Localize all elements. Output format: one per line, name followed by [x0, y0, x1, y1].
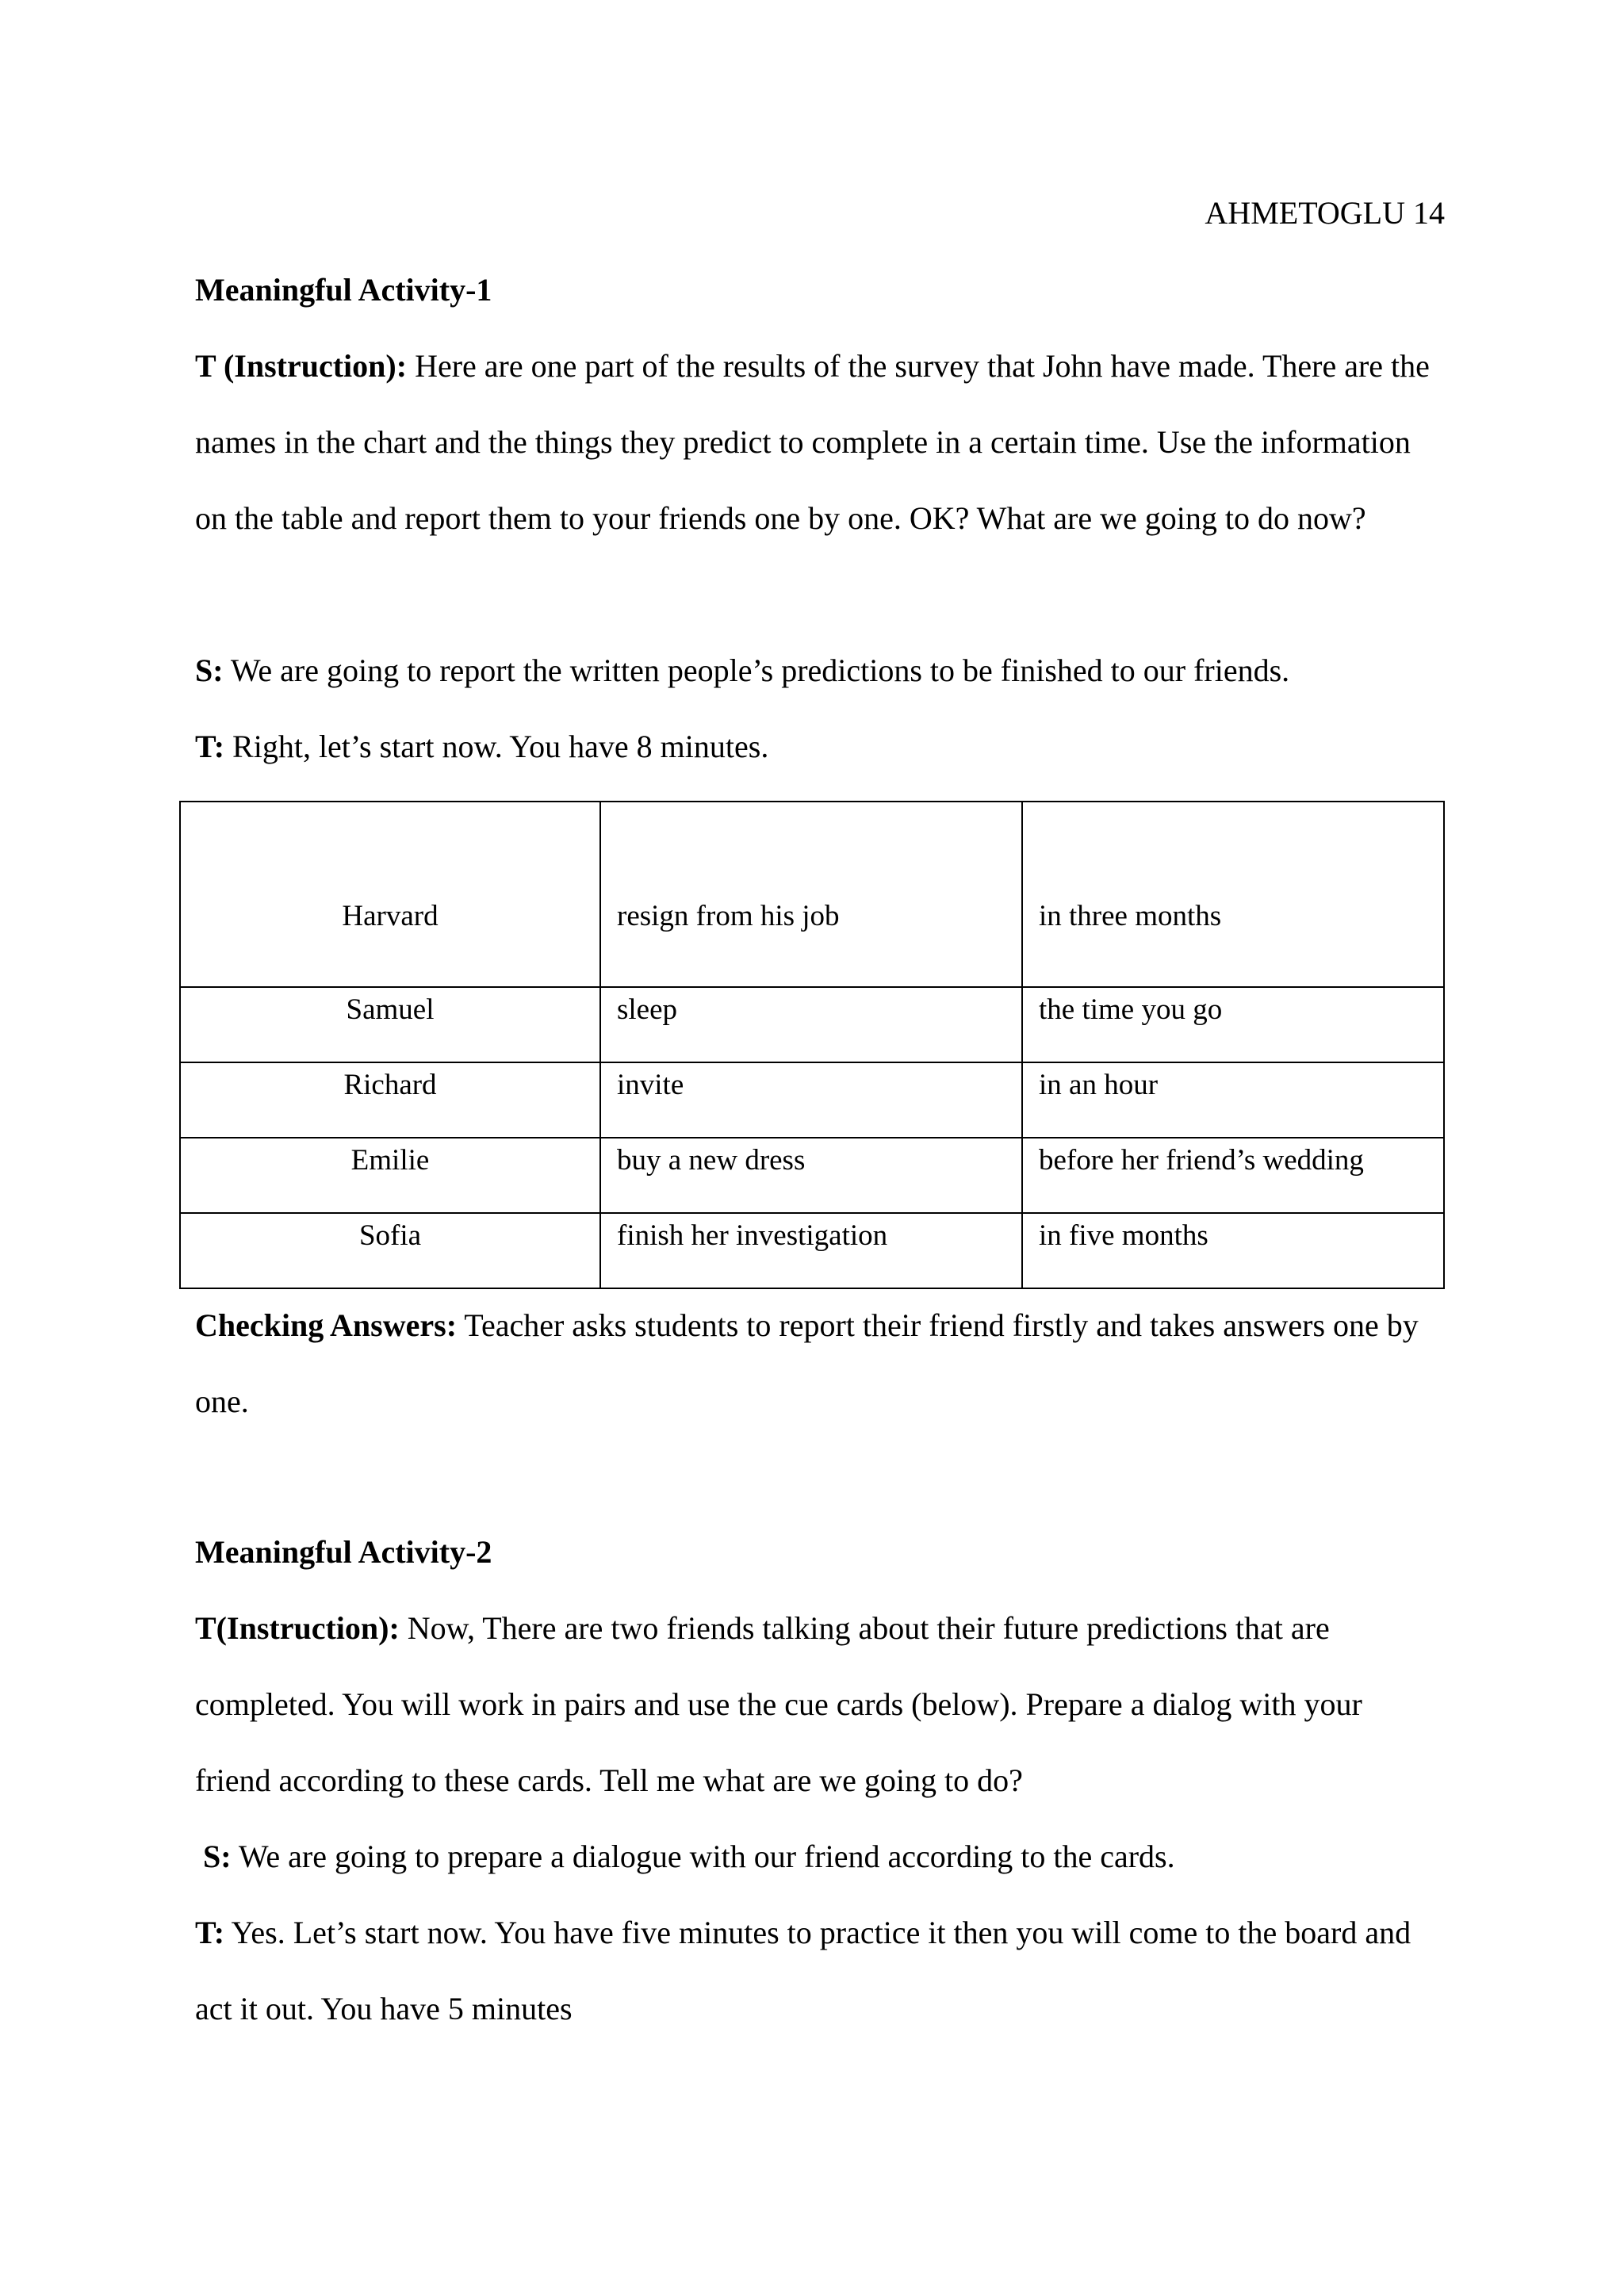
action-cell: buy a new dress [600, 1138, 1022, 1213]
table-row [180, 987, 1444, 1062]
time-cell: the time you go [1022, 987, 1444, 1062]
activity1-student-line [195, 633, 1445, 709]
time-cell: in an hour [1022, 1062, 1444, 1138]
time-cell: in five months [1022, 1213, 1444, 1288]
table-row [180, 1062, 1444, 1138]
activity2-teacher-text: Yes. Let’s start now. You have five minutes to practice it then you will come to the board and act it out. You have 5 minutes [195, 1915, 1411, 2026]
activity2-instruction [195, 1590, 1445, 1819]
activity1-teacher-line [195, 709, 1445, 785]
time-cell: in three months [1022, 802, 1444, 987]
activity2-student-label: S: [203, 1839, 232, 1874]
activity1-instruction-text: Here are one part of the results of the survey that John have made. There are the names in the chart and the things they predict to complete in a certain time. Use the information on the table and report them to your friends one by one. OK? What are we going to do now? [195, 348, 1430, 536]
table-row [180, 1138, 1444, 1213]
activity1-instruction-label: T (Instruction): [195, 348, 408, 384]
action-cell: resign from his job [600, 802, 1022, 987]
table-row [180, 802, 1444, 987]
name-cell: Harvard [180, 802, 600, 987]
activity2-heading: Meaningful Activity-2 [195, 1534, 492, 1570]
activity1-teacher-text: Right, let’s start now. You have 8 minutes. [224, 729, 769, 764]
action-cell: invite [600, 1062, 1022, 1138]
checking-answers [195, 1288, 1445, 1440]
activity2-student-text: We are going to prepare a dialogue with our friend according to the cards. [231, 1839, 1175, 1874]
checking-answers-text: Teacher asks students to report their friend firstly and takes answers one by one. [195, 1307, 1419, 1419]
name-cell: Emilie [180, 1138, 600, 1213]
time-cell: before her friend’s wedding [1022, 1138, 1444, 1213]
survey-table [179, 801, 1445, 1289]
activity1-teacher-label: T: [195, 729, 225, 764]
checking-answers-label: Checking Answers: [195, 1307, 458, 1343]
name-cell: Samuel [180, 987, 600, 1062]
name-cell: Sofia [180, 1213, 600, 1288]
activity1-student-label: S: [195, 652, 224, 688]
activity2-student-line [203, 1819, 1453, 1895]
activity1-student-text: We are going to report the written people’s predictions to be finished to our friends. [223, 652, 1290, 688]
action-cell: sleep [600, 987, 1022, 1062]
activity2-teacher-label: T: [195, 1915, 225, 1950]
activity2-instruction-text: Now, There are two friends talking about their future predictions that are completed. You will work in pairs and use the cue cards (below). Prepare a dialog with your friend according to these cards. Tell me what are we going to do? [195, 1610, 1362, 1798]
running-head: AHMETOGLU 14 [1205, 195, 1445, 231]
action-cell: finish her investigation [600, 1213, 1022, 1288]
activity2-instruction-label: T(Instruction): [195, 1610, 400, 1646]
table-row [180, 1213, 1444, 1288]
activity2-teacher-line [195, 1895, 1445, 2047]
activity1-heading: Meaningful Activity-1 [195, 272, 492, 308]
activity1-instruction [195, 328, 1445, 557]
name-cell: Richard [180, 1062, 600, 1138]
